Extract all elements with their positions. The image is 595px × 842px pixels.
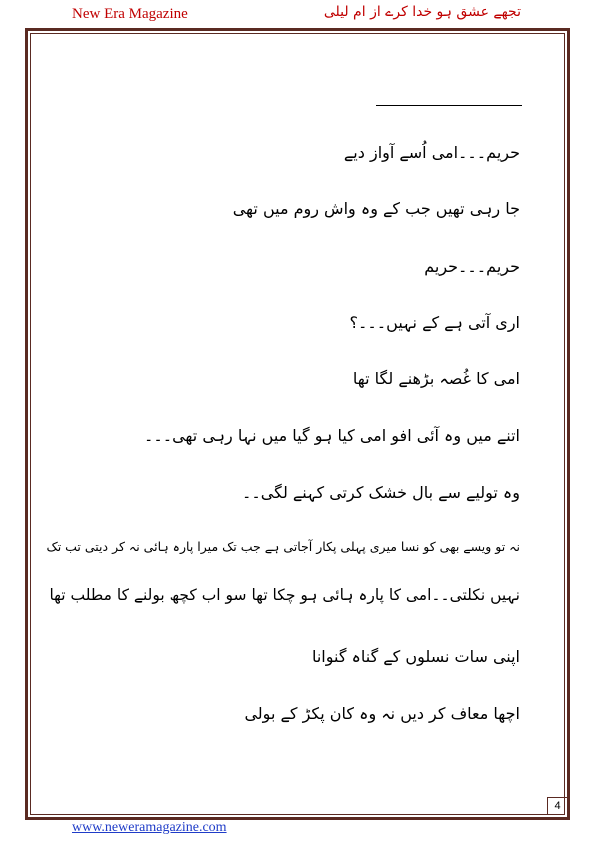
- text-line: وہ تولیے سے بال خشک کرتی کہنے لگی۔۔: [242, 483, 520, 502]
- text-line: اری آتی ہے کے نہیں۔۔۔؟: [349, 313, 520, 332]
- text-line: حریم۔۔۔امی اُسے آواز دیے: [343, 143, 520, 162]
- novel-title: تجھے عشق ہو خدا کرے از ام لیلی: [323, 4, 521, 20]
- text-line: اچھا معاف کر دیں نہ وہ کان پکڑ کے بولی: [244, 704, 520, 723]
- text-line: امی کا غُصہ بڑھنے لگا تھا: [352, 369, 520, 388]
- text-line: جا رہی تھیں جب کے وہ واش روم میں تھی: [232, 199, 520, 218]
- text-line: اپنی سات نسلوں کے گناہ گنوانا: [311, 647, 520, 666]
- section-divider: [376, 105, 522, 106]
- text-line: حریم۔۔۔حریم: [424, 257, 520, 276]
- magazine-name: New Era Magazine: [72, 6, 188, 22]
- text-line: نہ تو ویسے بھی کو نسا میری پہلی پکار آجاتی ہے جب تک میرا پارہ ہائی نہ کر دیتی تب تک: [46, 539, 520, 554]
- page-number: 4: [547, 797, 567, 815]
- text-line: اتنے میں وہ آئی افو امی کیا ہو گیا میں نہا رہی تھی۔۔۔: [143, 426, 520, 445]
- website-link[interactable]: www.neweramagazine.com: [72, 820, 227, 835]
- text-line: نہیں نکلتی۔۔امی کا پارہ ہائی ہو چکا تھا سو اب کچھ بولنے کا مطلب تھا: [49, 586, 520, 604]
